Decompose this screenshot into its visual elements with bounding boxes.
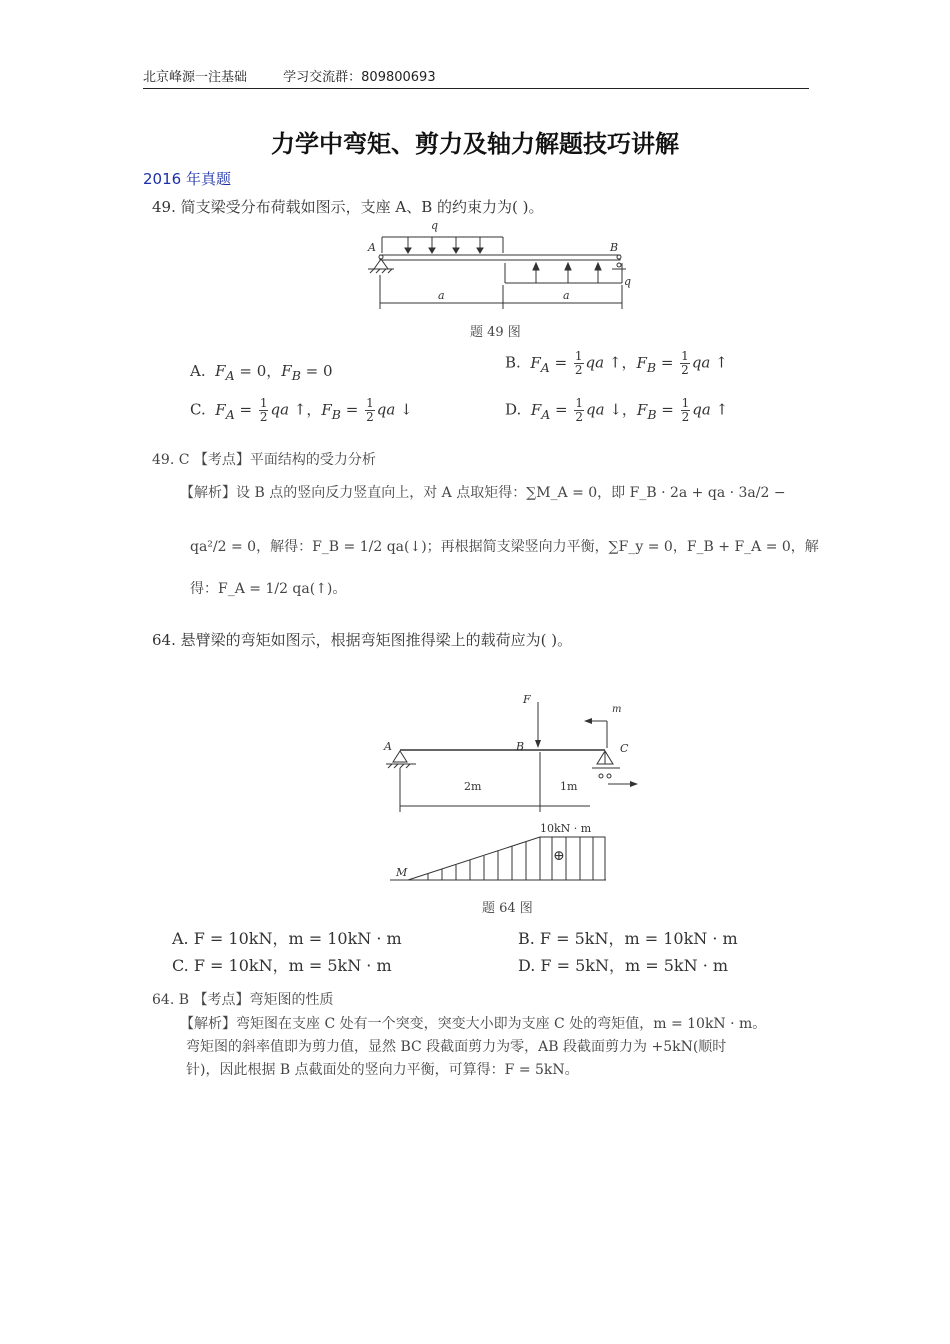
q64-analysis-3: 针)，因此根据 B 点截面处的竖向力平衡，可算得：F = 5kN。 [186,1062,579,1078]
q64-moment-value: 10kN · m [540,822,592,835]
q64-analysis-1: 【解析】弯矩图在支座 C 处有一个突变，突变大小即为支座 C 处的弯矩值，m = 10kN · m。 [180,1016,767,1032]
q49-option-d: D. $F_A$ = $\frac{1}{2}$ qa ↓，$F_B$ = $\frac{1}{2}$ qa ↑ [505,396,729,424]
page-title: 力学中弯矩、剪力及轴力解题技巧讲解 [271,130,679,158]
q49-analysis-1: 【解析】设 B 点的竖向反力竖直向上，对 A 点取矩得：∑M_A = 0，即 F_B · 2a + qa · 3a/2 − [180,485,786,501]
q49-up-arrows [533,263,601,283]
q64-label-m: m [612,704,622,715]
q64-label-A: A [384,740,392,753]
q49-label-A: A [368,241,376,254]
q64-label-B: B [516,740,525,753]
q49-analysis-3: 得：F_A = 1/2 qa(↑)。 [190,581,347,597]
q64-dim-2: 1m [560,780,578,793]
header-group: 学习交流群：809800693 [283,70,436,85]
q64-option-b: B. F = 5kN，m = 10kN · m [518,929,738,948]
q49-down-arrows [405,237,483,253]
q64-moment-hatching [428,837,593,880]
q64-option-d: D. F = 5kN，m = 5kN · m [518,956,729,975]
q49-answer: 49. C 【考点】平面结构的受力分析 [152,452,376,468]
q64-dim-1: 2m [464,780,482,793]
q49-option-b: B. $F_A$ = $\frac{1}{2}$ qa ↑，$F_B$ = $\frac{1}{2}$ qa ↑ [505,349,728,377]
q64-analysis-2: 弯矩图的斜率值即为剪力值，显然 BC 段截面剪力为零，AB 段截面剪力为 +5kN(顺时 [186,1039,727,1055]
q49-label-q-right: q [624,275,632,288]
page-header [143,66,809,89]
q49-dim-right: a [563,289,570,302]
q64-stem: 64. 悬臂梁的弯矩如图示，根据弯矩图推得梁上的载荷应为( )。 [152,631,573,649]
q49-option-c: C. $F_A$ = $\frac{1}{2}$ qa ↑，$F_B$ = $\frac{1}{2}$ qa ↓ [190,396,413,424]
q49-dim-left: a [438,289,445,302]
q64-label-F: F [523,693,531,706]
q64-answer: 64. B 【考点】弯矩图的性质 [152,992,334,1008]
q64-label-C: C [620,742,629,755]
header-org: 北京峰源一注基础 [143,70,248,85]
q49-figure [360,215,640,355]
q64-caption: 题 64 图 [482,901,533,916]
q49-analysis-2: qa²/2 = 0，解得：F_B = 1/2 qa(↓)；再根据简支梁竖向力平衡，∑F_y = 0，F_B + F_A = 0，解 [190,539,819,555]
q64-option-a: A. F = 10kN，m = 10kN · m [172,929,402,948]
year-label: 2016 年真题 [143,170,231,188]
q49-caption: 题 49 图 [470,325,521,340]
q49-label-B: B [610,241,619,254]
q49-option-a: A. $F_A = 0$，$F_B = 0$ [190,362,333,383]
q64-plus: ⊕ [553,848,565,864]
q49-stem: 49. 简支梁受分布荷载如图示，支座 A、B 的约束力为( )。 [152,198,544,216]
q49-label-q-top: q [431,219,439,232]
q64-figure [380,688,660,928]
q64-label-M: M [396,866,408,879]
q64-option-c: C. F = 10kN，m = 5kN · m [172,956,392,975]
